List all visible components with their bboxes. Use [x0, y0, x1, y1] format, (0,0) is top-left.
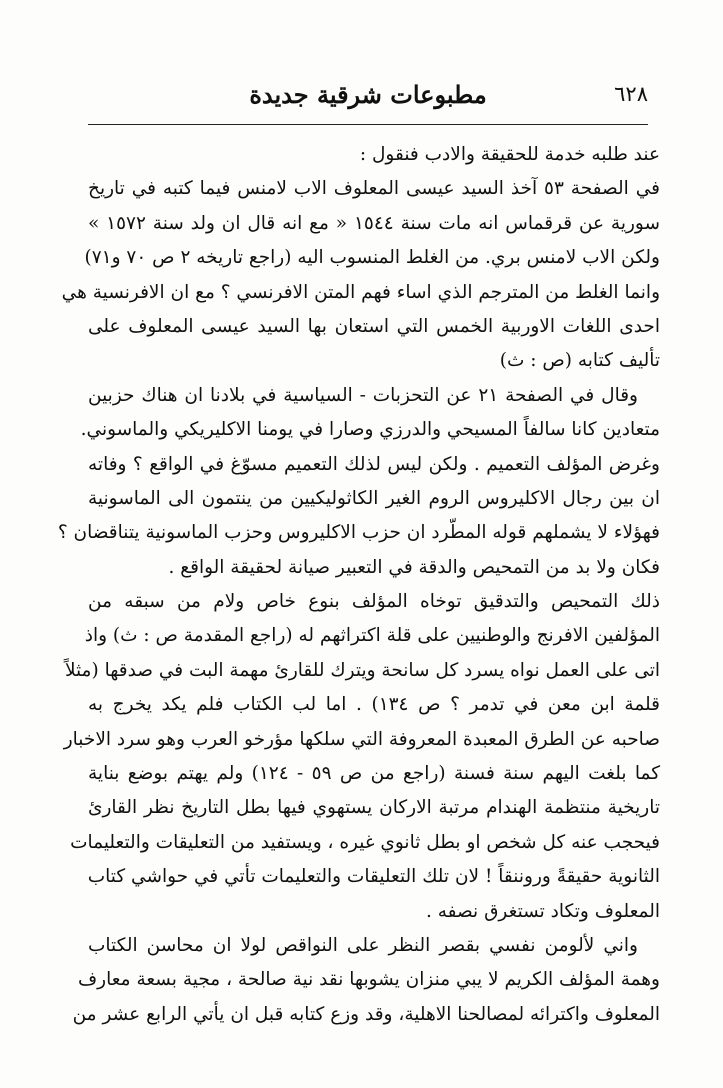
text-line: ان بين رجال الاكليروس الروم الغير الكاثوليكيين من ينتمون الى الماسونية	[88, 487, 660, 509]
text-line: عند طلبه خدمة للحقيقة والادب فنقول :	[359, 144, 660, 165]
text-line: وقال في الصفحة ٢١ عن التحزبات - السياسية في بلادنا ان هناك حزبين	[88, 384, 638, 406]
header-rule	[88, 124, 648, 125]
text-line: تأليف كتابه (ص : ث)	[499, 350, 660, 372]
text-line: تاريخية منتظمة الهندام مرتبة الاركان يستهوي فيها بطل التاريخ نظر القارئ	[88, 797, 660, 819]
page-number: ٦٢٨	[614, 82, 648, 106]
text-line: فهؤلاء لا يشملهم قوله المطّرد ان حزب الاكليروس وحزب الماسونية يتناقضان ؟	[57, 522, 660, 544]
text-line: قلمة ابن معن في تدمر ؟ ص ١٣٤) . اما لب الكتاب فلم يكد يخرج به	[88, 694, 660, 716]
running-header	[88, 74, 648, 118]
text-line: فكان ولا بد من التمحيص والدقة في التعبير صيانة لحقيقة الواقع .	[168, 556, 660, 578]
text-line: واني لألومن نفسي بقصر النظر على النواقص لولا ان محاسن الكتاب	[88, 934, 638, 956]
text-line: المعلوف واكترائه لمصالحنا الاهلية، وقد وزع كتابه قبل ان يأتي الرابع عشر من	[72, 1003, 660, 1025]
text-line: وانما الغلط من المترجم الذي اساء فهم المتن الافرنسي ؟ مع ان الافرنسية هي	[61, 281, 660, 303]
text-line: وهمة المؤلف الكريم لا يبي منزان يشوبها نقد نية صالحة ، مجية بسعة معارف	[78, 969, 660, 991]
text-line: ولكن الاب لامنس بري. من الغلط المنسوب اليه (راجع تاريخه ٢ ص ٧٠ و٧١)	[84, 247, 660, 269]
text-line: سورية عن قرقماس انه مات سنة ١٥٤٤ « مع انه قال ان ولد سنة ١٥٧٢ »	[88, 212, 660, 234]
text-line: كما بلغت اليهم سنة فسنة (راجع من ص ٥٩ - ١٢٤) ولم يهتم بوضع بناية	[88, 763, 661, 785]
text-line: وغرض المؤلف التعميم . ولكن ليس لذلك التعميم مسوّغ في الواقع ؟ وفاته	[88, 453, 660, 475]
text-line: فيحجب عنه كل شخص او بطل ثانوي غيره ، ويستفيد من التعليقات والتعليمات	[70, 831, 660, 853]
text-line: الثانوية حقيقةً وروننقاً ! لان تلك التعليقات والتعليمات تأتي في حواشي كتاب	[87, 866, 660, 888]
text-line: في الصفحة ٥٣ آخذ السيد عيسى المعلوف الاب لامنس فيما كتبه في تاريخ	[88, 178, 660, 200]
text-line: اتى على العمل نواه يسرد كل سانحة ويترك للقارئ مهمة البت في صدقها (مثلاً	[64, 659, 660, 681]
running-title: مطبوعات شرقية جديدة	[249, 80, 487, 109]
text-line: المؤلفين الافرنج والوطنيين على قلة اكتراثهم له (راجع المقدمة ص : ث) واذ	[84, 625, 660, 647]
text-line: ذلك التمحيص والتدقيق توخاه المؤلف بنوع خاص ولام من سبقه من	[88, 591, 660, 613]
text-line: صاحبه عن الطرق المعبدة المعروفة التي سلكها مؤرخو العرب وهو سرد الاخبار	[63, 728, 660, 750]
text-line: المعلوف وتكاد تستغرق نصفه .	[425, 900, 660, 922]
text-line: متعادين كانا سالفاً المسيحي والدرزي وصارا في يومنا الاكليريكي والماسوني.	[80, 419, 660, 441]
body-text	[57, 138, 661, 1032]
text-line: احدى اللغات الاوربية الخمس التي استعان بها السيد عيسى المعلوف على	[88, 315, 660, 337]
